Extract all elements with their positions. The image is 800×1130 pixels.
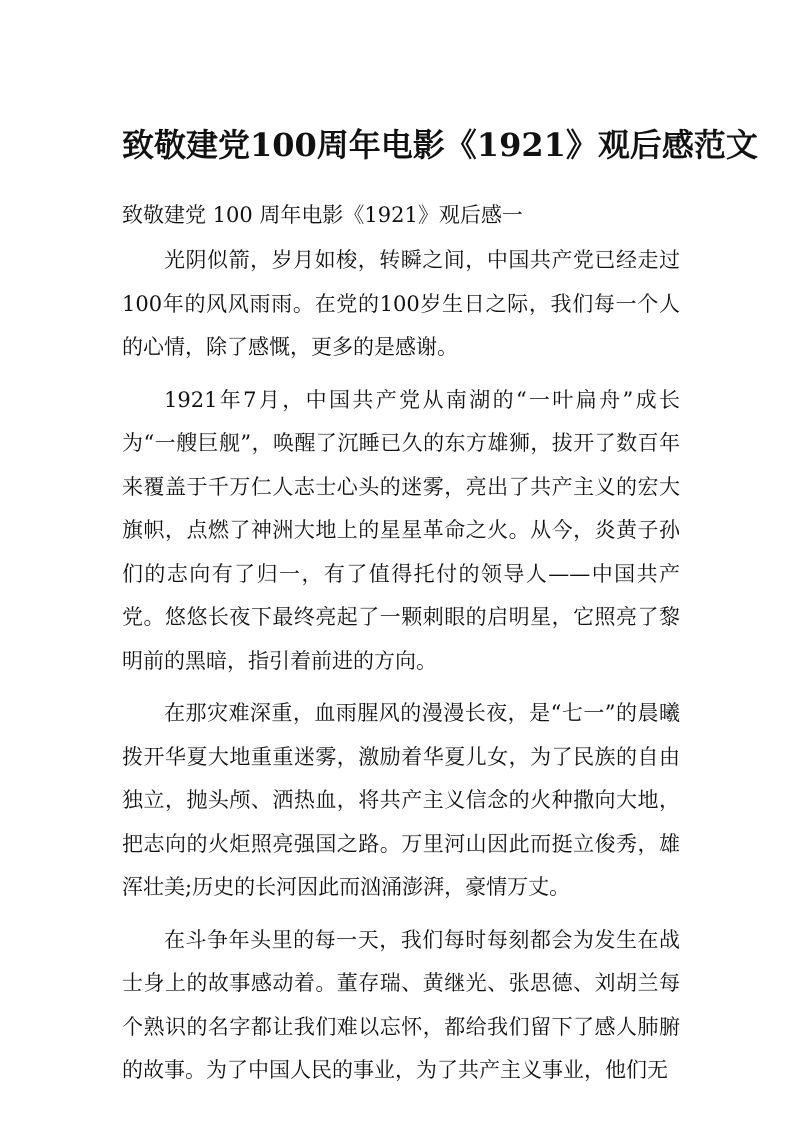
section-heading: 致敬建党 100 周年电影《1921》观后感一 (122, 203, 523, 227)
paragraph-3: 在那灾难深重，血雨腥风的漫漫长夜，是“七一”的晨曦拨开华夏大地重重迷雾，激励着华夏儿女，为了民族的自由独立，抛头颅、洒热血，将共产主义信念的火种撒向大地，把志向的火炬照亮强国之路。万里河山因此而挺立俊秀，雄浑壮美;历史的长河因此而汹涌澎湃，豪情万丈。 (122, 701, 680, 899)
paragraph-2: 1921年7月，中国共产党从南湖的“一叶扁舟”成长为“一艘巨舰”，唤醒了沉睡已久的东方雄狮，拔开了数百年来覆盖于千万仁人志士心头的迷雾，亮出了共产主义的宏大旗帜，点燃了神洲大地上的星星革命之火。从今，炎黄子孙们的志向有了归一，有了值得托付的领导人——中国共产党。悠悠长夜下最终亮起了一颗刺眼的启明星，它照亮了黎明前的黑暗，指引着前进的方向。 (122, 387, 680, 673)
document-title: 致敬建党100周年电影《1921》观后感范文 (122, 126, 758, 164)
paragraph-4: 在斗争年头里的每一天，我们每时每刻都会为发生在战士身上的故事感动着。董存瑞、黄继光、张思德、刘胡兰每个熟识的名字都让我们难以忘怀，都给我们留下了感人肺腑的故事。为了中国人民的事业，为了共产主义事业，他们无 (122, 927, 680, 1082)
paragraph-1: 光阴似箭，岁月如梭，转瞬之间，中国共产党已经走过100年的风风雨雨。在党的100岁生日之际，我们每一个人的心情，除了感慨，更多的是感谢。 (122, 248, 680, 359)
